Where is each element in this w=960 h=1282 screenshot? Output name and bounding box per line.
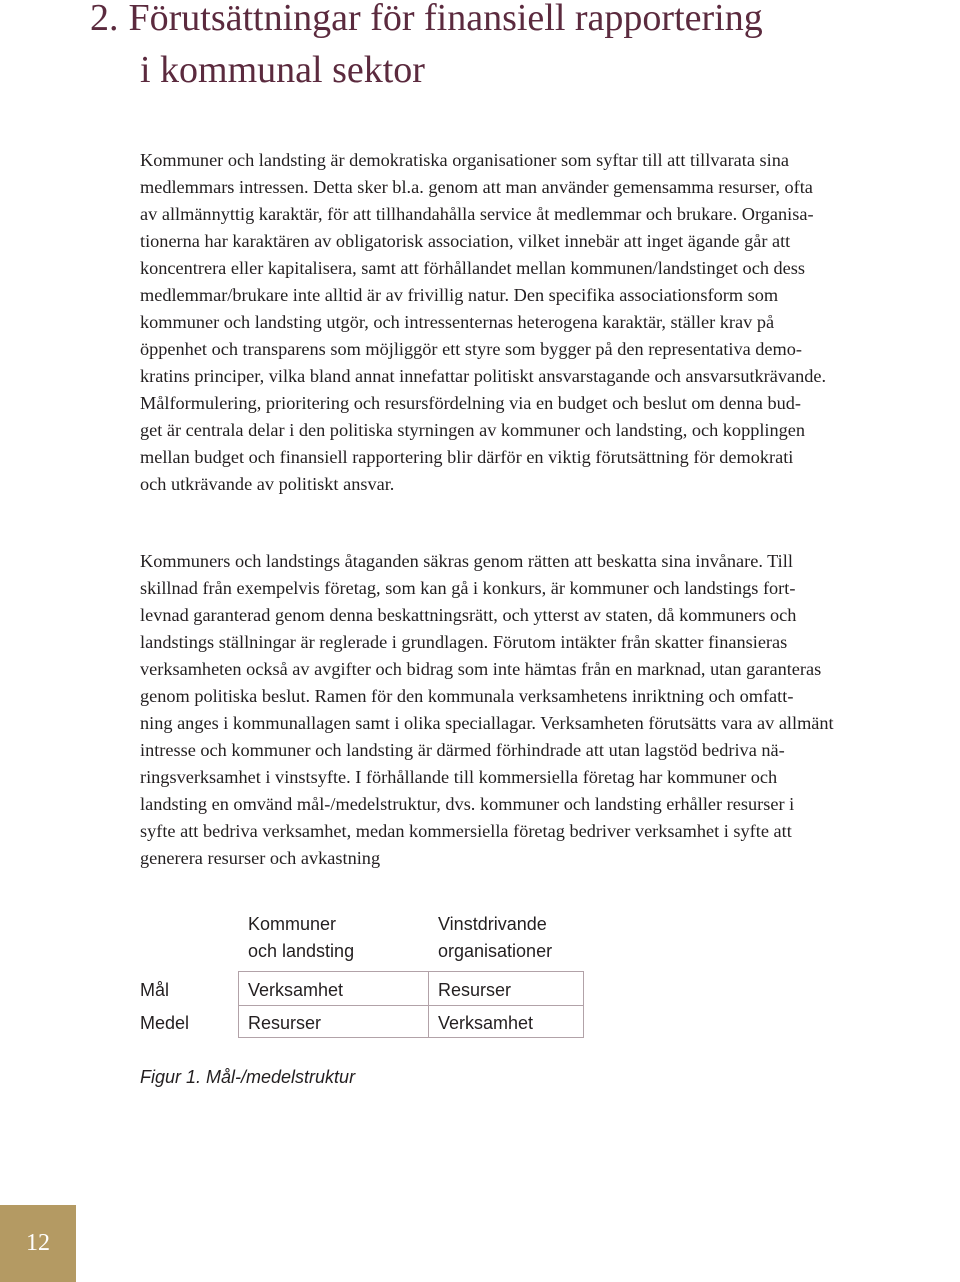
column-header-line: Vinstdrivande bbox=[438, 914, 547, 934]
paragraph-line: medlemmar/brukare inte alltid är av frivillig natur. Den specifika associationsform som bbox=[140, 285, 779, 305]
page-number-box bbox=[0, 1205, 76, 1282]
paragraph-line: syfte att bedriva verksamhet, medan kommersiella företag bedriver verksamhet i syfte att bbox=[140, 821, 792, 841]
table-cell: Verksamhet bbox=[248, 980, 344, 1000]
heading-text-line-1: Förutsättningar för finansiell rapportering bbox=[128, 0, 763, 39]
paragraph-line: get är centrala delar i den politiska styrningen av kommuner och landsting, och kopplingen bbox=[140, 420, 806, 440]
paragraph-line: kratins principer, vilka bland annat innefattar politiskt ansvarstagande och ansvarsutkrävande. bbox=[140, 366, 827, 386]
paragraph-line: öppenhet och transparens som möjliggör ett styre som bygger på den representativa demo- bbox=[140, 339, 802, 359]
chapter-number: 2. bbox=[90, 0, 119, 39]
figure-row-label-means: Medel bbox=[140, 1013, 190, 1033]
chapter-heading bbox=[90, 0, 763, 96]
paragraph-line: mellan budget och finansiell rapportering blir därför en viktig förutsättning för demokrati bbox=[140, 447, 794, 467]
paragraph-2 bbox=[140, 548, 960, 872]
figure-row-label-goal: Mål bbox=[140, 980, 170, 1000]
paragraph-line: generera resurser och avkastning bbox=[140, 848, 381, 868]
paragraph-line: ringsverksamhet i vinstsyfte. I förhållande till kommersiella företag har kommuner och bbox=[140, 767, 778, 787]
paragraph-line: genom politiska beslut. Ramen för den kommunala verksamhetens inriktning och omfatt- bbox=[140, 686, 794, 706]
paragraph-line: Målformulering, prioritering och resursfördelning via en budget och beslut om denna bud- bbox=[140, 393, 801, 413]
heading-text-line-2: i kommunal sektor bbox=[140, 49, 425, 91]
paragraph-line: landstings ställningar är reglerade i grundlagen. Förutom intäkter från skatter finansieras bbox=[140, 632, 788, 652]
table-cell: Resurser bbox=[438, 980, 512, 1000]
paragraph-line: skillnad från exempelvis företag, som kan gå i konkurs, är kommuner och landstings fort- bbox=[140, 578, 796, 598]
figure-column-header-profit-organisations bbox=[438, 911, 552, 965]
column-header-line: Kommuner bbox=[248, 914, 337, 934]
paragraph-line: kommuner och landsting utgör, och intressenternas heterogena karaktär, ställer krav på bbox=[140, 312, 775, 332]
table-cell: Verksamhet bbox=[438, 1013, 534, 1033]
column-header-line: och landsting bbox=[248, 941, 355, 961]
page-number: 12 bbox=[26, 1230, 50, 1256]
paragraph-line: medlemmars intressen. Detta sker bl.a. genom att man använder gemensamma resurser, ofta bbox=[140, 177, 813, 197]
heading-line-1 bbox=[90, 0, 763, 39]
paragraph-line: verksamheten också av avgifter och bidrag som inte hämtas från en marknad, utan garanteras bbox=[140, 659, 822, 679]
paragraph-line: tionerna har karaktären av obligatorisk association, vilket innebär att inget ägande går att bbox=[140, 231, 791, 251]
table-cell: Resurser bbox=[248, 1013, 322, 1033]
table-divider-horizontal bbox=[239, 1005, 583, 1006]
paragraph-line: av allmännyttig karaktär, för att tillhandahålla service åt medlemmar och brukare. Organisa- bbox=[140, 204, 814, 224]
paragraph-line: Kommuner och landsting är demokratiska organisationer som syftar till att tillvarata sina bbox=[140, 150, 789, 170]
paragraph-line: landsting en omvänd mål-/medelstruktur, dvs. kommuner och landsting erhåller resurser i bbox=[140, 794, 795, 814]
paragraph-line: koncentrera eller kapitalisera, samt att förhållandet mellan kommunen/landstinget och dess bbox=[140, 258, 806, 278]
column-header-line: organisationer bbox=[438, 941, 553, 961]
paragraph-1 bbox=[140, 147, 960, 498]
figure-column-header-municipalities bbox=[248, 911, 354, 965]
paragraph-line: levnad garanterad genom denna beskattningsrätt, och ytterst av staten, då kommuners och bbox=[140, 605, 797, 625]
paragraph-line: och utkrävande av politiskt ansvar. bbox=[140, 474, 395, 494]
paragraph-line: Kommuners och landstings åtaganden säkras genom rätten att beskatta sina invånare. Till bbox=[140, 551, 793, 571]
figure-caption: Figur 1. Mål-/medelstruktur bbox=[140, 1067, 356, 1087]
paragraph-line: ning anges i kommunallagen samt i olika speciallagar. Verksamheten förutsätts vara av allmänt bbox=[140, 713, 834, 733]
paragraph-line: intresse och kommuner och landsting är därmed förhindrade att utan lagstöd bedriva nä- bbox=[140, 740, 785, 760]
